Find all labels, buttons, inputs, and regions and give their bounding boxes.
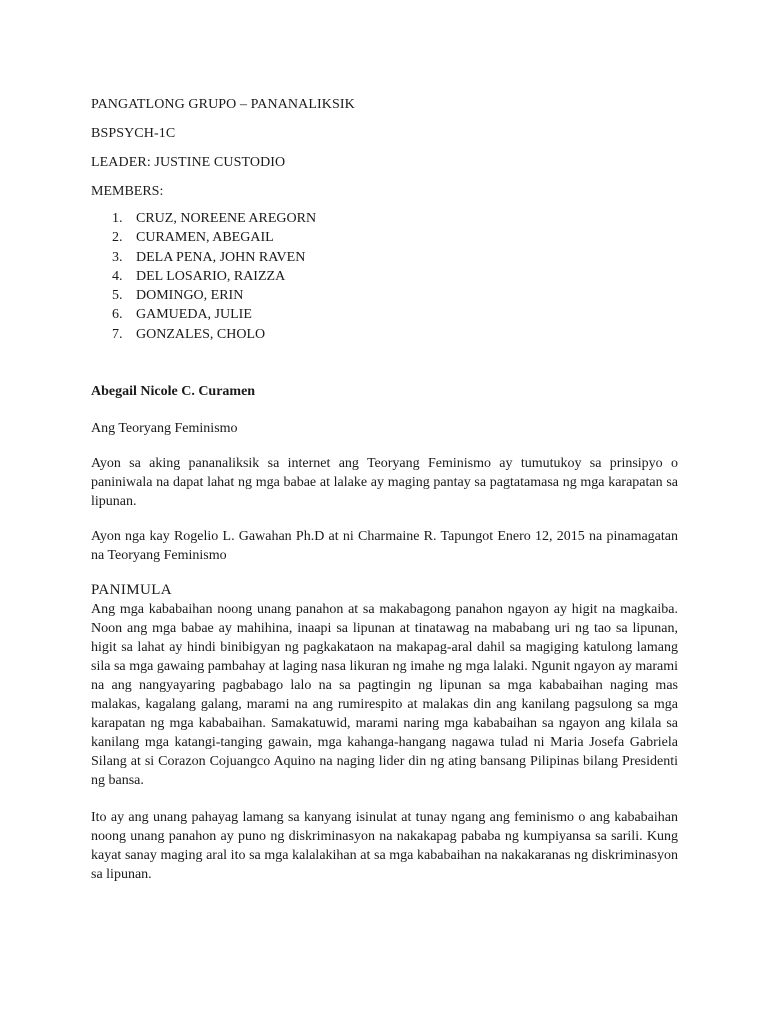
members-label: MEMBERS: [91,184,164,199]
list-item [91,209,678,228]
member-name: DEL LOSARIO, RAIZZA [136,268,286,284]
panimula-paragraph: Ang mga kababaihan noong unang panahon at sa makabagong panahon ngayon ay higit na magkaiba. Noon ang mga babae ay mahihina, inaapi sa lipunan at tinatawag na mababang uri ng tao sa lipunan, higit sa lahat ay hindi binibigyan ng pagkakataon na makapag-aral dahil sa magiging katulong lamang sila sa mga gawaing pambahay at laging nasa likuran ng imahe ng mga lalaki. Ngunit ngayon ay marami na ang nangyayaring pagbabago lalo na sa pagtingin ng lipunan sa mga kababaihan naging mas malakas, kagalang galang, marami na ang rumirespito at malakas din ang kanilang pagsulong sa mga karapatan ng mga kababaihan. Samakatuwid, marami naring mga kababaihan sa ngayon ang kilala sa kanilang mga katangi-tanging gawain, mga kahanga-hangang nagawa tulad ni Maria Josefa Gabriela Silang at si Corazon Cojuangco Aquino na naging lider din ng ating bansang Pilipinas bilang Presidenti ng bansa. [91,602,678,789]
leader-label: LEADER: JUSTINE CUSTODIO [91,155,286,170]
list-number: 1. [112,211,123,226]
member-name: CRUZ, NOREENE AREGORN [136,211,317,226]
list-number: 3. [112,249,123,265]
members-list [91,209,678,344]
list-number: 7. [112,326,123,342]
source-paragraph: Ayon nga kay Rogelio L. Gawahan Ph.D at ni Charmaine R. Tapungot Enero 12, 2015 na pinamagatan na Teoryang Feminismo [91,529,678,564]
list-item [91,325,678,344]
list-number: 5. [112,288,123,304]
list-number: 6. [112,307,123,323]
member-name: CURAMEN, ABEGAIL [136,230,274,246]
member-name: DELA PENA, JOHN RAVEN [136,249,306,265]
list-item [91,305,678,324]
essay-title: Ang Teoryang Feminismo [91,421,238,437]
list-item [91,248,678,267]
list-item [91,286,678,305]
intro-paragraph: Ayon sa aking pananaliksik sa internet ang Teoryang Feminismo ay tumutukoy sa prinsipyo o paniniwala na dapat lahat ng mga babae at lalake ay maging pantay sa pagtatamasa ng mga karapatan sa lipunan. [91,456,678,510]
member-name: DOMINGO, ERIN [136,288,244,304]
list-number: 2. [112,230,123,246]
section-label: BSPSYCH-1C [91,126,176,141]
section-heading: PANIMULA [91,582,172,599]
conclusion-paragraph: Ito ay ang unang pahayag lamang sa kanyang isinulat at tunay ngang ang feminismo o ang kababaihan noong unang panahon ay puno ng diskriminasyon na nakakapag pababa ng kumpiyansa sa sarili. Kung kayat sanay maging aral ito sa mga kalalakihan at sa mga kababaihan na nakakaranas ng diskriminasyon sa lipunan. [91,810,678,883]
essay-author: Abegail Nicole C. Curamen [91,384,256,400]
list-item [91,267,678,286]
document-content [91,95,678,884]
list-number: 4. [112,268,123,284]
group-title: PANGATLONG GRUPO – PANANALIKSIK [91,97,355,112]
member-name: GAMUEDA, JULIE [136,307,252,323]
member-name: GONZALES, CHOLO [136,326,266,342]
list-item [91,228,678,247]
